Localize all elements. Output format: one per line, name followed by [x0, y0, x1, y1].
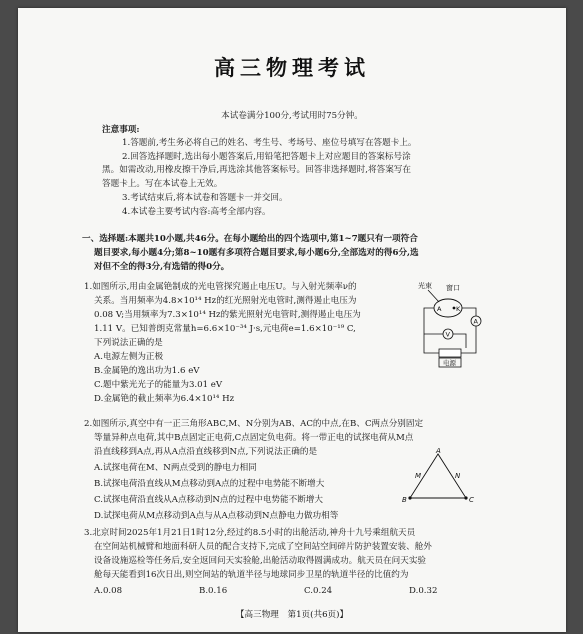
notice-line: 1.答题前,考生务必将自己的姓名、考生号、考场号、座位号填写在答题卡上。 — [122, 138, 417, 148]
power-label: 电源 — [443, 359, 456, 367]
q3-stem: 舱每天能看到16次日出,则空间站的轨道半径与地球同步卫星的轨道半径的比值约为 — [94, 570, 409, 580]
q2-option-c: C.试探电荷沿直线从A点移动到N点的过程中电势能不断增大 — [94, 495, 323, 505]
wire — [424, 308, 439, 353]
label-n: N — [455, 472, 461, 480]
electrode-a-label: A — [437, 305, 442, 313]
light-beam-label: 光束 — [418, 282, 432, 290]
notice-line: 黑。如需改动,用橡皮擦干净后,再选涂其他答案标号。回答非选择题时,将答案写在 — [102, 165, 411, 175]
notice-line: 答题卡上。写在本试卷上无效。 — [102, 179, 223, 189]
exam-page — [18, 8, 566, 632]
q1-option-d: D.金属铯的截止频率为6.4×10¹⁴ Hz — [94, 394, 235, 404]
q2-option-d: D.试探电荷从M点移动到A点与从A点移动到N点静电力做功相等 — [94, 511, 339, 521]
q1-stem: 关系。当用频率为4.8×10¹⁴ Hz的红光照射光电管时,测得遏止电压为 — [94, 296, 357, 306]
electrode-k-label: K — [456, 305, 461, 313]
notice-line: 4.本试卷主要考试内容:高考全部内容。 — [122, 207, 271, 217]
notice-heading: 注意事项: — [102, 125, 140, 135]
q1-stem: 0.08 V;当用频率为7.3×10¹⁴ Hz的紫光照射光电管时,测得遏止电压为 — [94, 310, 361, 320]
notice-line: 3.考试结束后,将本试卷和答题卡一并交回。 — [122, 193, 288, 203]
section-heading: 对但不全的得3分,有选错的得0分。 — [94, 262, 230, 272]
q3-stem: 3.北京时间2025年1月21日1时12分,经过约8.5小时的出舱活动,神舟十九号乘组航天员 — [84, 528, 416, 538]
point-b — [408, 496, 411, 499]
light-ray — [428, 290, 439, 302]
q2-option-b: B.试探电荷沿直线从M点移动到A点的过程中电势能不断增大 — [94, 479, 325, 489]
q3-options — [94, 586, 514, 596]
q3-option-c: C.0.24 — [304, 586, 333, 596]
q3-option-d: D.0.32 — [409, 586, 438, 596]
q1-stem: 下列说法正确的是 — [94, 338, 163, 348]
section-heading: 题目要求,每小题4分;第8~10题有多项符合题目要求,每小题6分,全部选对的得6分,选 — [94, 248, 419, 258]
section-heading: 一、选择题:本题共10小题,共46分。在每小题给出的四个选项中,第1~7题只有一项符合 — [82, 234, 418, 244]
label-a: A — [436, 447, 441, 455]
window-label: 窗口 — [446, 284, 460, 292]
q3-stem: 设备设施巡检等任务后,安全返回问天实验舱,出舱活动取得圆满成功。航天员在问天实验 — [94, 556, 427, 566]
voltmeter-label: V — [445, 330, 450, 339]
photoelectric-circuit-diagram — [406, 278, 516, 368]
q1-stem: 1.11 V。已知普朗克常量h=6.6×10⁻³⁴ J·s,元电荷e=1.6×10⁻¹⁹ C, — [94, 324, 356, 334]
cathode — [453, 307, 456, 310]
exam-title: 高三物理考试 — [214, 56, 370, 80]
wire — [461, 326, 476, 353]
label-c: C — [469, 496, 474, 504]
ammeter-label: A — [473, 317, 478, 326]
q2-stem: 等量异种点电荷,其中B点固定正电荷,C点固定负电荷。将一带正电的试探电荷从M点 — [94, 433, 414, 443]
rheostat — [439, 349, 461, 357]
q3-stem: 在空间站机械臂和地面科研人员的配合支持下,完成了空间站空间碎片防护装置安装、舱外 — [94, 542, 432, 552]
q1-option-a: A.电源左侧为正极 — [94, 352, 164, 362]
triangle-diagram — [398, 446, 478, 508]
q2-option-a: A.试探电荷在M、N两点受到的静电力相同 — [94, 463, 257, 473]
label-b: B — [402, 496, 407, 504]
wire — [462, 308, 476, 316]
q1-option-b: B.金属铯的逸出功为1.6 eV — [94, 366, 200, 376]
exam-info: 本试卷满分100分,考试用时75分钟。 — [221, 111, 363, 121]
point-c — [464, 496, 467, 499]
label-m: M — [415, 472, 422, 480]
q1-stem: 1.如图所示,用由金属铯制成的光电管探究遏止电压U。与入射光频率ν的 — [84, 282, 357, 292]
q3-option-a: A.0.08 — [94, 586, 123, 596]
q3-option-b: B.0.16 — [199, 586, 228, 596]
q2-stem: 沿直线移到A点,再从A点沿直线移到N点,下列说法正确的是 — [94, 447, 318, 457]
notice-line: 2.回答选择题时,选出每小题答案后,用铅笔把答题卡上对应题目的答案标号涂 — [122, 152, 411, 162]
page-footer: 【高三物理 第1页(共6页)】 — [235, 610, 349, 620]
q1-option-c: C.题中紫光光子的能量为3.01 eV — [94, 380, 223, 390]
wire — [453, 334, 466, 348]
q2-stem: 2.如图所示,真空中有一正三角形ABC,M、N分别为AB、AC的中点,在B、C两点分别固定 — [84, 419, 424, 429]
